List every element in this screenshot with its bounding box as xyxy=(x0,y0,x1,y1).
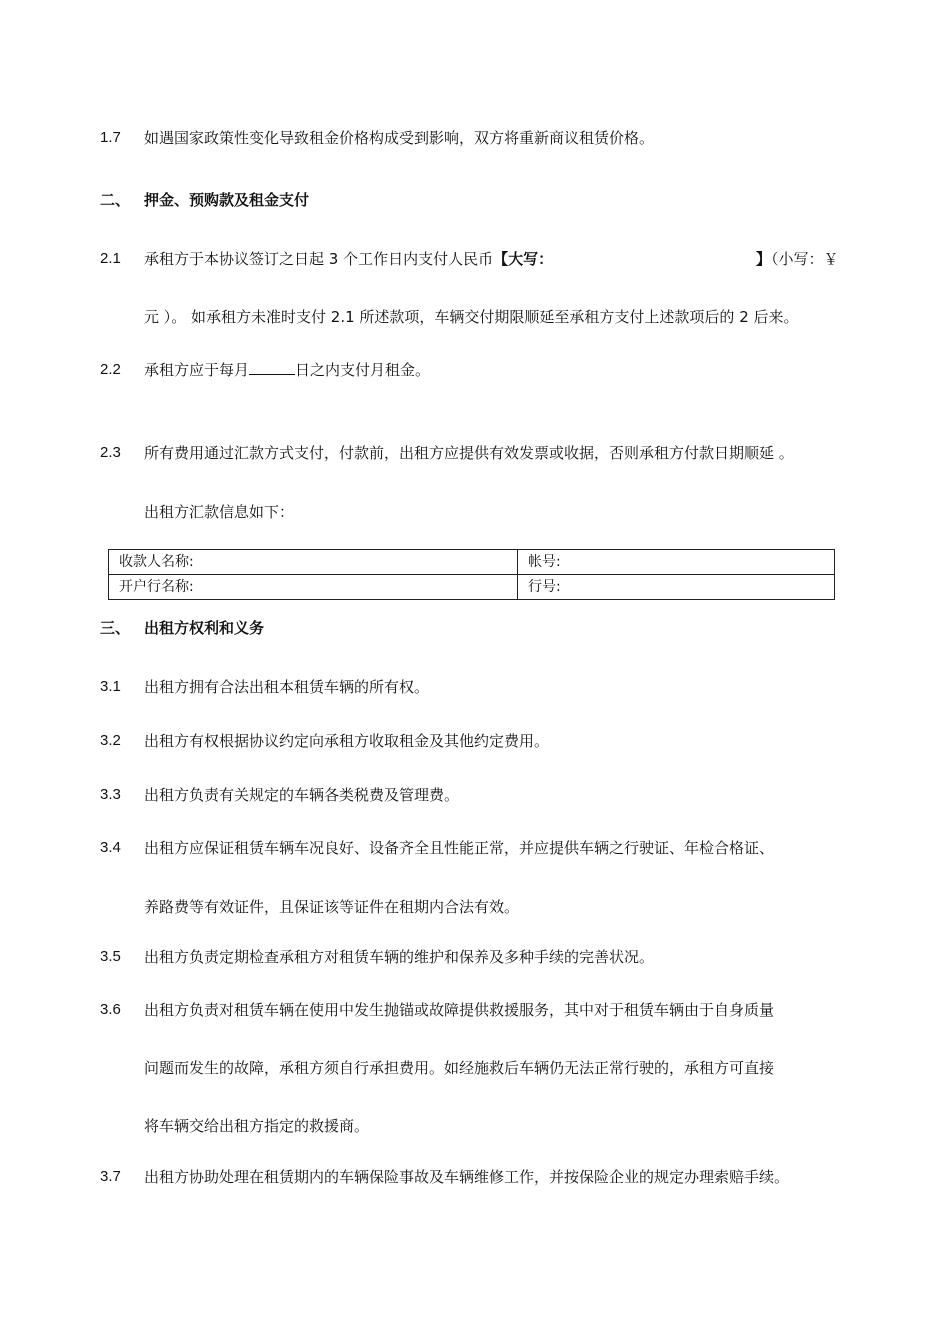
clause-number-1-7: 1.7 xyxy=(100,129,121,146)
bank-name-cell: 开户行名称: xyxy=(109,575,518,600)
clause-number-3-3: 3.3 xyxy=(100,786,121,803)
clause-number-2-3: 2.3 xyxy=(100,444,121,461)
clause-text-2-2-b: 日之内支付月租金。 xyxy=(295,361,431,379)
clause-text-2-1 xyxy=(144,249,553,269)
bank-code-cell: 行号: xyxy=(518,575,835,600)
amount-bracket-open: 【大写： xyxy=(493,250,554,268)
clause-text-3-6-line2: 问题而发生的故障，承租方须自行承担费用。如经施救后车辆仍无法正常行驶的，承租方可直接 xyxy=(144,1059,775,1077)
remittance-info-table xyxy=(108,549,835,600)
clause-text-3-7: 出租方协助处理在租赁期内的车辆保险事故及车辆维修工作，并按保险企业的规定办理索赔手续。 xyxy=(144,1168,790,1186)
clause-text-3-1: 出租方拥有合法出租本租赁车辆的所有权。 xyxy=(144,678,430,696)
clause-text-2-1-a: 承租方于本协议签订之日起 3 个工作日内支付人民币 xyxy=(144,250,494,268)
clause-number-3-2: 3.2 xyxy=(100,732,121,749)
section-title-2: 押金、预购款及租金支付 xyxy=(144,191,310,209)
clause-text-3-4-line2: 养路费等有效证件，且保证该等证件在租期内合法有效。 xyxy=(144,898,520,916)
account-number-cell: 帐号: xyxy=(518,550,835,575)
day-blank-field xyxy=(249,360,295,375)
clause-text-3-4: 出租方应保证租赁车辆车况良好、设备齐全且性能正常，并应提供车辆之行驶证、年检合格证、 xyxy=(144,839,775,857)
clause-text-2-3: 所有费用通过汇款方式支付，付款前，出租方应提供有效发票或收据，否则承租方付款日期顺延 。 xyxy=(144,444,794,462)
table-row xyxy=(109,575,835,600)
clause-text-2-2-a: 承租方应于每月 xyxy=(144,361,250,379)
clause-text-2-1-line2: 元 ）。 如承租方未准时支付 2.1 所述款项，车辆交付期限顺延至承租方支付上述款项后的 2 后来。 xyxy=(144,308,799,326)
table-row xyxy=(109,550,835,575)
clause-number-2-1: 2.1 xyxy=(100,250,121,267)
clause-text-1-7: 如遇国家政策性变化导致租金价格构成受到影响，双方将重新商议租赁价格。 xyxy=(144,129,655,147)
amount-bracket-close: 】 xyxy=(756,250,772,268)
amount-lowercase-label: （小写：￥ xyxy=(771,250,839,268)
section-number-2: 二、 xyxy=(100,191,131,209)
clause-text-3-2: 出租方有权根据协议约定向承租方收取租金及其他约定费用。 xyxy=(144,732,550,750)
clause-number-3-7: 3.7 xyxy=(100,1168,121,1185)
clause-number-3-6: 3.6 xyxy=(100,1001,121,1018)
payee-name-cell: 收款人名称: xyxy=(109,550,518,575)
clause-number-3-4: 3.4 xyxy=(100,839,121,856)
clause-number-2-2: 2.2 xyxy=(100,361,121,378)
clause-text-3-5: 出租方负责定期检查承租方对租赁车辆的维护和保养及多种手续的完善状况。 xyxy=(144,948,655,966)
clause-text-3-6: 出租方负责对租赁车辆在使用中发生抛锚或故障提供救援服务，其中对于租赁车辆由于自身质量 xyxy=(144,1001,775,1019)
section-title-3: 出租方权利和义务 xyxy=(144,619,265,637)
clause-text-3-6-line3: 将车辆交给出租方指定的救援商。 xyxy=(144,1117,370,1135)
clause-text-2-1-right xyxy=(756,249,839,269)
clause-text-2-3-line2: 出租方汇款信息如下： xyxy=(144,503,295,521)
clause-number-3-5: 3.5 xyxy=(100,948,121,965)
clause-text-3-3: 出租方负责有关规定的车辆各类税费及管理费。 xyxy=(144,786,460,804)
clause-number-3-1: 3.1 xyxy=(100,678,121,695)
clause-text-2-2 xyxy=(144,360,430,380)
section-number-3: 三、 xyxy=(100,619,131,637)
